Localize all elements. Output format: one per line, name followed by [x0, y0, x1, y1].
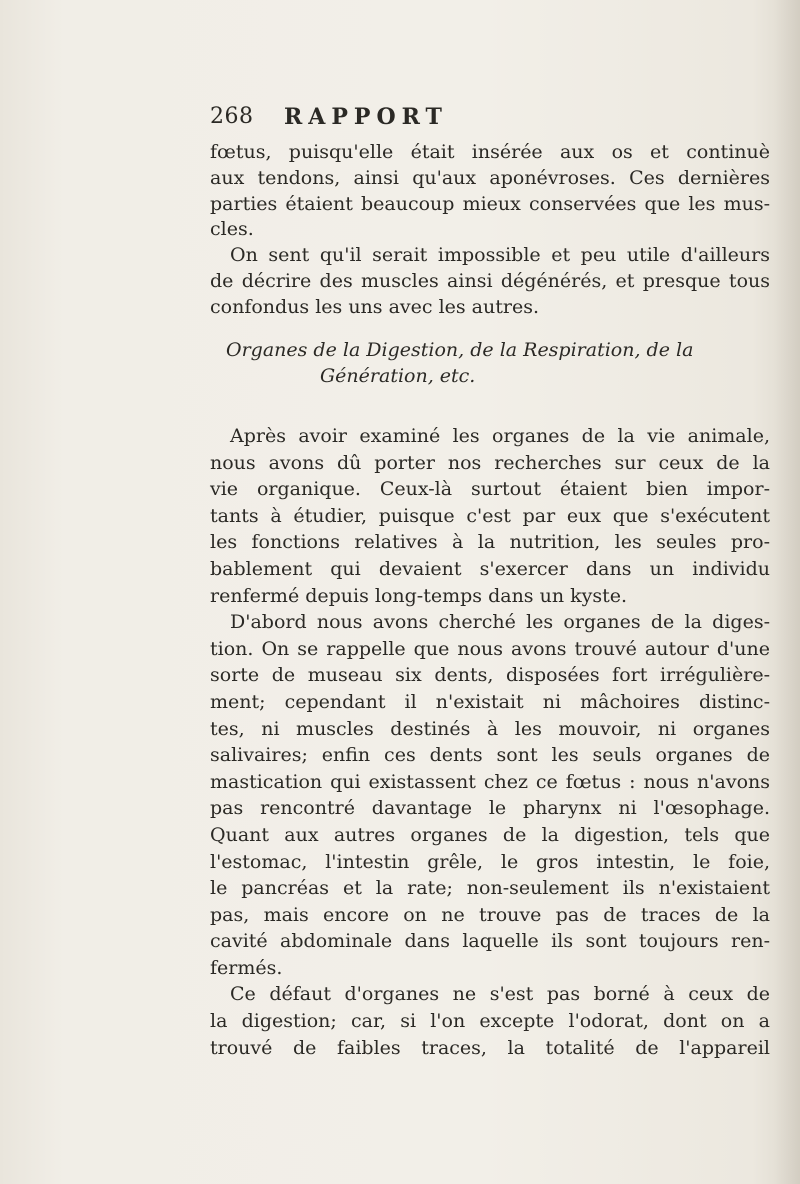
- text-line: mastication qui existassent chez ce fœtus : nous n'avons: [210, 770, 770, 793]
- text-line: On sent qu'il serait impossible et peu utile d'ailleurs: [230, 244, 770, 267]
- page-edge-shadow: [774, 0, 800, 1184]
- text-line: tes, ni muscles destinés à les mouvoir, ni organes: [210, 717, 770, 740]
- text-line: de décrire des muscles ainsi dégénérés, et presque tous: [210, 269, 770, 292]
- text-line: bablement qui devaient s'exercer dans un individu: [210, 557, 770, 580]
- text-line: cles.: [210, 218, 254, 241]
- text-line: l'estomac, l'intestin grêle, le gros intestin, le foie,: [210, 850, 770, 873]
- text-line: tants à étudier, puisque c'est par eux que s'exécutent: [210, 504, 770, 527]
- text-line: fermés.: [210, 956, 283, 979]
- text-line: nous avons dû porter nos recherches sur ceux de la: [210, 451, 770, 474]
- running-title: RAPPORT: [284, 104, 448, 130]
- text-line: ment; cependant il n'existait ni mâchoires distinc-: [210, 690, 770, 713]
- text-line: vie organique. Ceux-là surtout étaient bien impor-: [210, 478, 770, 501]
- text-line: les fonctions relatives à la nutrition, les seules pro-: [210, 531, 770, 554]
- section-heading-line-2: Génération, etc.: [320, 364, 476, 387]
- text-line: fœtus, puisqu'elle était insérée aux os et continuè: [210, 141, 770, 163]
- text-line: trouvé de faibles traces, la totalité de l'appareil: [210, 1036, 770, 1059]
- text-line: confondus les uns avec les autres.: [210, 295, 540, 318]
- text-line: D'abord nous avons cherché les organes de la diges-: [230, 611, 770, 634]
- text-line: parties étaient beaucoup mieux conservées que les mus-: [210, 192, 770, 215]
- text-line: la digestion; car, si l'on excepte l'odorat, dont on a: [210, 1010, 770, 1033]
- page-header: [210, 104, 770, 138]
- main-text: [210, 423, 770, 1061]
- text-line: sorte de museau six dents, disposées fort irrégulière-: [210, 664, 770, 687]
- text-line: Quant aux autres organes de la digestion, tels que: [210, 823, 770, 846]
- text-line: aux tendons, ainsi qu'aux aponévroses. Ces dernières: [210, 166, 770, 189]
- text-line: renfermé depuis long-temps dans un kyste.: [210, 584, 628, 607]
- text-line: le pancréas et la rate; non-seulement ils n'existaient: [210, 877, 770, 900]
- opening-text: [210, 140, 770, 321]
- page-number: 268: [210, 104, 254, 129]
- text-line: Après avoir examiné les organes de la vie animale,: [230, 425, 770, 447]
- text-line: salivaires; enfin ces dents sont les seuls organes de: [210, 744, 770, 767]
- text-line: cavité abdominale dans laquelle ils sont toujours ren-: [210, 930, 770, 953]
- text-line: Ce défaut d'organes ne s'est pas borné à ceux de: [230, 983, 770, 1006]
- section-heading-line-1: Organes de la Digestion, de la Respiration, de la: [226, 339, 694, 361]
- text-line: pas rencontré davantage le pharynx ni l'œsophage.: [210, 797, 770, 820]
- section-heading: [210, 338, 770, 390]
- text-line: tion. On se rappelle que nous avons trouvé autour d'une: [210, 637, 770, 660]
- text-line: pas, mais encore on ne trouve pas de traces de la: [210, 903, 770, 926]
